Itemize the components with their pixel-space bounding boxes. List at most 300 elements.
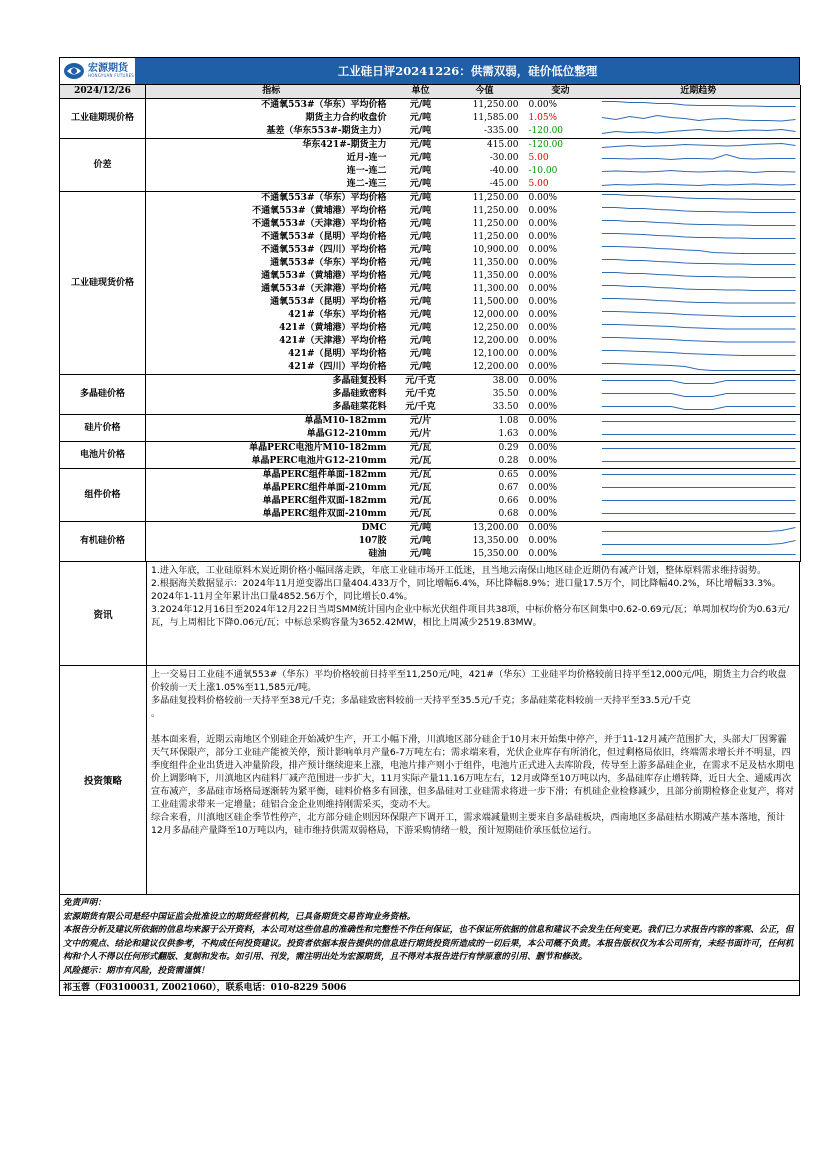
trend-sparkline: [597, 469, 801, 482]
indicator-name: 单晶M10-182mm: [304, 416, 387, 426]
trend-line: [601, 116, 795, 122]
change-cell: -120.00: [528, 140, 564, 150]
strategy-paragraph: 综合来看，川滇地区硅企季节性停产，北方部分硅企则因环保限产下调开工，需求端减量则主要来自多晶硅板块，西南地区多晶硅枯水期减产基本落地，预计12月多晶硅产量降至10万吨以内，硅市维持供需双弱格局，下游采购情绪一般，预计短期硅价承压低位运行。: [151, 812, 785, 836]
unit-cell: 元/吨: [409, 523, 432, 533]
unit-cell: 元/吨: [409, 166, 432, 176]
category-label: 电池片价格: [60, 442, 146, 469]
unit-cell: 元/吨: [409, 193, 432, 203]
news-item: 3.2024年12月16日至2024年12月22日当周SMM统计国内企业中标光伏组件项目共38项，中标价格分布区间集中0.62-0.69元/瓦；单周加权均价为0.63元/瓦，与上周相比下降0.06元/瓦；中标总采购容量为3652.42MW，相比上周减少2519.83MW。: [151, 604, 790, 628]
unit-cell: 元/吨: [409, 206, 432, 216]
trend-line: [601, 171, 795, 173]
price-table: [59, 85, 801, 562]
logo-icon: [63, 62, 85, 80]
header-value: 今值: [445, 85, 525, 99]
table-row: [60, 428, 801, 442]
table-row: [60, 361, 801, 375]
unit-cell: 元/吨: [409, 323, 432, 333]
strategy-paragraph: 多晶硅复投料价格较前一天持平至38元/千克；多晶硅致密料较前一天持平至35.5元/千克；多晶硅菜花料较前一天持平至33.5元/千克: [151, 695, 691, 706]
trend-cell: [597, 388, 801, 401]
trend-line: [601, 286, 795, 291]
change-cell: 0.00%: [528, 443, 558, 453]
change-cell: 0.00%: [528, 496, 558, 506]
category-label: 硅片价格: [60, 415, 146, 442]
table-row: [60, 244, 801, 257]
change-cell: 0.00%: [528, 349, 558, 359]
change-cell: 0.00%: [528, 389, 558, 399]
table-row: [60, 455, 801, 469]
value-cell: 11,250.00: [472, 100, 519, 110]
strategy-label: 投资策略: [60, 666, 147, 894]
category-label: 多晶硅价格: [60, 375, 146, 415]
value-cell: -45.00: [445, 178, 525, 192]
category-label: 工业硅现货价格: [60, 192, 146, 375]
trend-cell: [597, 535, 801, 548]
trend-line: [601, 234, 795, 239]
change-cell: 0.00%: [528, 483, 558, 493]
trend-cell: [597, 231, 801, 244]
risk-warning: 风险提示：期市有风险，投资需谨慎！: [63, 965, 210, 976]
table-body: [60, 99, 801, 562]
trend-sparkline: [597, 495, 801, 508]
table-row: [60, 348, 801, 361]
change-cell: 5.00: [528, 153, 549, 163]
disclaimer-title: 免责声明：: [63, 898, 106, 908]
trend-line: [601, 407, 795, 410]
change-cell: 0.00%: [528, 100, 558, 110]
table-row: [60, 192, 801, 206]
indicator-name: 基差（华东553#-期货主力）: [146, 125, 397, 139]
trend-cell: [597, 495, 801, 508]
table-row: [60, 205, 801, 218]
value-cell: 1.63: [445, 428, 525, 442]
change-cell: 0.00%: [528, 536, 558, 546]
logo-en-text: HONGYUAN FUTURES: [88, 73, 135, 78]
change-cell: 0.00%: [528, 232, 558, 242]
unit-cell: 元/吨: [397, 548, 445, 562]
trend-sparkline: [597, 125, 801, 138]
report-title: 工业硅日评20241226：供需双弱，硅价低位整理: [136, 58, 799, 84]
disclaimer: [59, 895, 800, 981]
trend-line: [601, 195, 795, 200]
trend-line: [601, 338, 795, 343]
indicator-name: 多晶硅菜花料: [146, 401, 397, 415]
trend-line: [601, 155, 795, 160]
value-cell: 13,350.00: [472, 536, 519, 546]
indicator-name: 421#（昆明）平均价格: [288, 349, 387, 359]
trend-cell: [597, 309, 801, 322]
trend-sparkline: [597, 388, 801, 401]
table-row: [60, 535, 801, 548]
change-cell: 0.00%: [528, 297, 558, 307]
table-row: [60, 388, 801, 401]
trend-line: [601, 394, 795, 397]
strategy-paragraph: 上一交易日工业硅不通氧553#（华东）平均价格较前日持平至11,250元/吨，421#（华东）工业硅平均价格较前日持平至12,000元/吨，期货主力合约收盘价较前一天上涨1.05%至11,585元/吨。: [151, 669, 787, 693]
trend-line: [601, 299, 795, 304]
trend-line: [601, 184, 795, 186]
change-cell: 0.00%: [525, 548, 597, 562]
table-row: [60, 231, 801, 244]
table-row: [60, 178, 801, 192]
indicator-name: 多晶硅复投料: [332, 376, 387, 386]
value-cell: 0.65: [498, 470, 519, 480]
value-cell: 11,250.00: [472, 206, 519, 216]
trend-cell: [597, 139, 801, 153]
change-cell: 0.00%: [525, 401, 597, 415]
indicator-name: 421#（华东）平均价格: [288, 310, 387, 320]
trend-cell: [597, 322, 801, 335]
table-row: [60, 415, 801, 429]
value-cell: -30.00: [489, 153, 519, 163]
trend-line: [601, 208, 795, 213]
company-logo: [60, 58, 136, 84]
strategy-body: [147, 666, 799, 894]
unit-cell: 元/瓦: [409, 443, 432, 453]
unit-cell: 元/瓦: [409, 483, 432, 493]
trend-cell: [597, 361, 801, 375]
trend-line: [601, 381, 795, 384]
table-row: [60, 522, 801, 536]
unit-cell: 元/吨: [409, 536, 432, 546]
unit-cell: 元/吨: [409, 258, 432, 268]
indicator-name: 硅油: [146, 548, 397, 562]
unit-cell: 元/瓦: [409, 496, 432, 506]
unit-cell: 元/瓦: [397, 455, 445, 469]
table-row: [60, 401, 801, 415]
change-cell: 0.00%: [528, 416, 558, 426]
indicator-name: 不通氧553#（昆明）平均价格: [261, 232, 387, 242]
trend-sparkline: [597, 244, 801, 257]
trend-cell: [597, 335, 801, 348]
indicator-name: 107胶: [358, 536, 387, 546]
table-row: [60, 495, 801, 508]
table-row: [60, 152, 801, 165]
unit-cell: 元/千克: [397, 401, 445, 415]
trend-sparkline: [597, 205, 801, 218]
change-cell: 0.00%: [525, 428, 597, 442]
trend-cell: [597, 112, 801, 125]
table-row: [60, 257, 801, 270]
trend-cell: [597, 482, 801, 495]
table-row: [60, 548, 801, 562]
strategy-paragraph: 基本面来看，近期云南地区个别硅企开始减炉生产，开工小幅下滑，川滇地区部分硅企于10月末开始集中停产，并于11-12月减产范围扩大，头部大厂因雾霾天气环保限产，部分工业硅产能被关停，预计影响单月产量6-7万吨左右；需求端来看，光伏企业库存有所消化，但过剩格局依旧，终端需求增长并不明显，四季度组件企业出货进入冲量阶段，排产预计继续迎来上涨，电池片排产则小于组件，电池片正式进入去库阶段，传导至上游多晶硅企业，在需求不足及枯水期电价上调影响下，川滇地区内硅料厂减产范围进一步扩大，11月实际产量11.16万吨左右，12月或降至10万吨以内，多晶硅库存止增转降，近日大全、通威再次宣布减产，多晶硅市场格局逐渐转为紧平衡，硅料价格多有回涨，但多晶硅对工业硅需求将进一步下滑；有机硅企业检修减少，且部分前期检修企业复产，将对工业硅需求带来一定增量；硅铝合金企业则维持刚需采买，变动不大。: [151, 734, 795, 810]
trend-cell: [597, 125, 801, 139]
trend-cell: [597, 270, 801, 283]
category-label: 组件价格: [60, 469, 146, 522]
change-cell: 0.00%: [528, 310, 558, 320]
table-row: [60, 442, 801, 456]
trend-cell: [597, 152, 801, 165]
unit-cell: 元/吨: [409, 336, 432, 346]
trend-cell: [597, 415, 801, 429]
table-row: [60, 322, 801, 335]
value-cell: 11,300.00: [472, 284, 519, 294]
trend-sparkline: [597, 283, 801, 296]
trend-sparkline: [597, 482, 801, 495]
indicator-name: 期货主力合约收盘价: [305, 113, 387, 123]
indicator-name: 421#（天津港）平均价格: [279, 336, 387, 346]
trend-cell: [597, 375, 801, 389]
value-cell: 11,350.00: [472, 271, 519, 281]
unit-cell: 元/吨: [409, 245, 432, 255]
analyst-contact: 祁玉蓉（F03100031, Z0021060），联系电话：010-8229 5006: [59, 981, 800, 996]
indicator-name: 通氧553#（黄埔港）平均价格: [261, 271, 387, 281]
trend-cell: [597, 296, 801, 309]
table-row: [60, 482, 801, 495]
change-cell: 0.00%: [528, 206, 558, 216]
trend-line: [601, 528, 795, 532]
table-row: [60, 270, 801, 283]
unit-cell: 元/片: [409, 416, 432, 426]
indicator-name: 421#（黄埔港）平均价格: [279, 323, 387, 333]
unit-cell: 元/吨: [409, 100, 432, 110]
value-cell: 12,200.00: [472, 336, 519, 346]
trend-sparkline: [597, 309, 801, 322]
indicator-name: 单晶PERC组件双面-182mm: [262, 496, 387, 506]
trend-sparkline: [597, 548, 801, 561]
news-section: [59, 562, 800, 666]
category-label: 工业硅期现价格: [60, 99, 146, 139]
trend-sparkline: [597, 348, 801, 361]
unit-cell: 元/吨: [409, 219, 432, 229]
unit-cell: 元/吨: [397, 125, 445, 139]
trend-line: [601, 351, 795, 356]
value-cell: 0.68: [445, 508, 525, 522]
trend-cell: [597, 469, 801, 483]
trend-line: [601, 541, 795, 545]
unit-cell: 元/吨: [409, 153, 432, 163]
strategy-section: [59, 666, 800, 895]
trend-sparkline: [597, 375, 801, 388]
change-cell: 0.00%: [528, 258, 558, 268]
trend-sparkline: [597, 322, 801, 335]
change-cell: 0.00%: [528, 284, 558, 294]
unit-cell: 元/吨: [409, 271, 432, 281]
news-item: 1.进入年底，工业硅原料木炭近期价格小幅回落走跌，年底工业硅市场开工低迷，且当地云南保山地区硅企近期仍有减产计划，整体原料需求维持弱势。: [151, 565, 767, 576]
trend-sparkline: [597, 165, 801, 178]
indicator-name: 多晶硅致密料: [332, 389, 387, 399]
report-date: 2024/12/26: [60, 85, 146, 99]
unit-cell: 元/千克: [405, 376, 436, 386]
trend-cell: [597, 508, 801, 522]
value-cell: 11,585.00: [472, 113, 519, 123]
value-cell: 0.67: [498, 483, 519, 493]
indicator-name: 不通氧553#（华东）平均价格: [261, 100, 387, 110]
indicator-name: 不通氧553#（四川）平均价格: [261, 245, 387, 255]
change-cell: 0.00%: [525, 361, 597, 375]
value-cell: 10,900.00: [472, 245, 519, 255]
change-cell: 0.00%: [528, 376, 558, 386]
header-indicator: 指标: [146, 85, 397, 99]
change-cell: 0.00%: [528, 323, 558, 333]
unit-cell: 元/吨: [409, 284, 432, 294]
news-body: [147, 562, 799, 665]
change-cell: 0.00%: [528, 336, 558, 346]
table-row: [60, 375, 801, 389]
indicator-name: 单晶G12-210mm: [146, 428, 397, 442]
table-row: [60, 508, 801, 522]
strategy-paragraph: [151, 720, 795, 733]
trend-sparkline: [597, 401, 801, 414]
unit-cell: 元/吨: [397, 178, 445, 192]
trend-sparkline: [597, 218, 801, 231]
indicator-name: 421#（四川）平均价格: [146, 361, 397, 375]
table-row: [60, 218, 801, 231]
trend-sparkline: [597, 415, 801, 428]
value-cell: 12,000.00: [472, 310, 519, 320]
table-row: [60, 469, 801, 483]
trend-cell: [597, 165, 801, 178]
value-cell: 12,200.00: [445, 361, 525, 375]
trend-sparkline: [597, 112, 801, 125]
indicator-name: 通氧553#（昆明）平均价格: [270, 297, 387, 307]
trend-line: [601, 130, 795, 134]
change-cell: 0.00%: [525, 455, 597, 469]
trend-cell: [597, 178, 801, 192]
value-cell: -335.00: [445, 125, 525, 139]
change-cell: 0.00%: [528, 219, 558, 229]
unit-cell: 元/千克: [405, 389, 436, 399]
indicator-name: DMC: [361, 523, 387, 533]
trend-cell: [597, 455, 801, 469]
change-cell: 0.00%: [528, 523, 558, 533]
value-cell: 38.00: [492, 376, 519, 386]
value-cell: 0.29: [498, 443, 519, 453]
header-unit: 单位: [397, 85, 445, 99]
unit-cell: 元/吨: [409, 113, 432, 123]
indicator-name: 华东421#-期货主力: [302, 140, 387, 150]
header-trend: 近期趋势: [597, 85, 801, 99]
trend-sparkline: [597, 361, 801, 374]
unit-cell: 元/吨: [409, 310, 432, 320]
unit-cell: 元/吨: [409, 140, 432, 150]
trend-line: [601, 364, 795, 371]
trend-line: [601, 102, 795, 107]
trend-line: [601, 144, 795, 148]
table-row: [60, 296, 801, 309]
value-cell: 12,100.00: [472, 349, 519, 359]
trend-sparkline: [597, 178, 801, 191]
news-label: 资讯: [60, 562, 147, 665]
trend-sparkline: [597, 99, 801, 112]
value-cell: 12,250.00: [472, 323, 519, 333]
value-cell: 0.66: [498, 496, 519, 506]
unit-cell: 元/吨: [409, 349, 432, 359]
trend-line: [601, 260, 795, 265]
value-cell: 415.00: [487, 140, 519, 150]
indicator-name: 通氧553#（华东）平均价格: [270, 258, 387, 268]
trend-sparkline: [597, 257, 801, 270]
table-row: [60, 309, 801, 322]
table-row: [60, 112, 801, 125]
indicator-name: 单晶PERC组件单面-210mm: [262, 483, 387, 493]
disclaimer-line: 宏源期货有限公司是经中国证监会批准设立的期货经营机构，已具备期货交易咨询业务资格。: [63, 911, 416, 922]
trend-line: [601, 247, 795, 254]
value-cell: -40.00: [489, 166, 519, 176]
trend-cell: [597, 257, 801, 270]
trend-cell: [597, 401, 801, 415]
unit-cell: 元/瓦: [409, 470, 432, 480]
change-cell: 0.00%: [528, 245, 558, 255]
table-row: [60, 139, 801, 153]
unit-cell: 元/吨: [397, 361, 445, 375]
value-cell: 11,250.00: [472, 219, 519, 229]
report-page: [59, 57, 800, 996]
change-cell: 1.05%: [528, 113, 558, 123]
trend-cell: [597, 218, 801, 231]
value-cell: 0.28: [445, 455, 525, 469]
table-row: [60, 99, 801, 113]
trend-sparkline: [597, 535, 801, 548]
header-change: 变动: [525, 85, 597, 99]
trend-sparkline: [597, 231, 801, 244]
trend-cell: [597, 428, 801, 442]
indicator-name: 单晶PERC电池片G12-210mm: [146, 455, 397, 469]
trend-cell: [597, 548, 801, 562]
indicator-name: 通氧553#（天津港）平均价格: [261, 284, 387, 294]
trend-sparkline: [597, 296, 801, 309]
trend-sparkline: [597, 508, 801, 521]
trend-cell: [597, 442, 801, 456]
trend-sparkline: [597, 522, 801, 535]
trend-line: [601, 221, 795, 226]
value-cell: 13,200.00: [472, 523, 519, 533]
trend-cell: [597, 522, 801, 536]
change-cell: -10.00: [528, 166, 558, 176]
change-cell: -120.00: [525, 125, 597, 139]
value-cell: 33.50: [445, 401, 525, 415]
unit-cell: 元/瓦: [397, 508, 445, 522]
trend-sparkline: [597, 455, 801, 468]
category-label: 有机硅价格: [60, 522, 146, 562]
value-cell: 15,350.00: [445, 548, 525, 562]
trend-cell: [597, 244, 801, 257]
table-row: [60, 283, 801, 296]
value-cell: 35.50: [492, 389, 519, 399]
report-header: [59, 57, 800, 85]
trend-sparkline: [597, 428, 801, 441]
change-cell: 0.00%: [528, 193, 558, 203]
indicator-name: 单晶PERC电池片M10-182mm: [249, 443, 387, 453]
indicator-name: 连一-连二: [346, 166, 387, 176]
trend-sparkline: [597, 152, 801, 165]
indicator-name: 单晶PERC组件双面-210mm: [146, 508, 397, 522]
trend-sparkline: [597, 139, 801, 152]
trend-line: [601, 312, 795, 317]
trend-sparkline: [597, 442, 801, 455]
value-cell: 11,250.00: [472, 232, 519, 242]
indicator-name: 不通氧553#（黄埔港）平均价格: [252, 206, 387, 216]
unit-cell: 元/片: [397, 428, 445, 442]
indicator-name: 连二-连三: [146, 178, 397, 192]
trend-cell: [597, 192, 801, 206]
news-item: 2.根据海关数据显示：2024年11月逆变器出口量404.433万个，同比增幅6.4%，环比降幅8.9%；进口量17.5万个，同比降幅40.2%，环比增幅33.3%。2024年1-11月全年累计出口量4852.56万个，同比增长0.4%。: [151, 578, 781, 602]
unit-cell: 元/吨: [409, 297, 432, 307]
trend-sparkline: [597, 192, 801, 205]
indicator-name: 不通氧553#（天津港）平均价格: [252, 219, 387, 229]
trend-cell: [597, 99, 801, 113]
change-cell: 0.00%: [528, 271, 558, 281]
unit-cell: 元/吨: [409, 232, 432, 242]
indicator-name: 近月-连一: [346, 153, 387, 163]
strategy-paragraph: 。: [151, 708, 161, 719]
change-cell: 0.00%: [525, 508, 597, 522]
value-cell: 11,350.00: [472, 258, 519, 268]
value-cell: 11,500.00: [472, 297, 519, 307]
trend-line: [601, 325, 795, 330]
trend-sparkline: [597, 270, 801, 283]
indicator-name: 不通氧553#（华东）平均价格: [261, 193, 387, 203]
logo-cn-text: 宏源期货: [88, 63, 128, 74]
